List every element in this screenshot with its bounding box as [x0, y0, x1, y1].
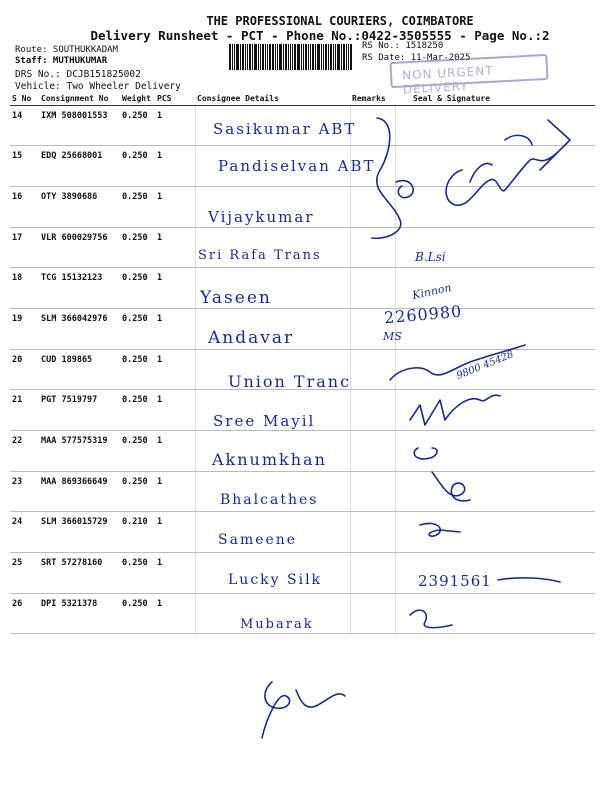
remarks-cell: [350, 349, 395, 390]
handwritten-note: Kinnon: [411, 281, 453, 302]
weight-cell: 0.250: [120, 268, 155, 309]
weight-cell: 0.250: [120, 553, 155, 594]
handwritten-name: Lucky Silk: [228, 572, 323, 588]
consignment-cell: OTY 3890686: [39, 186, 120, 227]
pcs-cell: 1: [155, 146, 195, 187]
handwritten-name: Andavar: [208, 328, 295, 348]
table-row: [10, 308, 595, 349]
signature-cell: [395, 431, 595, 472]
pcs-cell: 1: [155, 308, 195, 349]
weight-cell: 0.210: [120, 512, 155, 553]
weight-cell: 0.250: [120, 471, 155, 512]
remarks-cell: [350, 553, 395, 594]
pcs-cell: 1: [155, 186, 195, 227]
weight-cell: 0.250: [120, 227, 155, 268]
consignment-cell: SRT 57278160: [39, 553, 120, 594]
sno-cell: 21: [10, 390, 39, 431]
remarks-cell: [350, 390, 395, 431]
weight-cell: 0.250: [120, 186, 155, 227]
pcs-cell: 1: [155, 593, 195, 634]
pcs-cell: 1: [155, 471, 195, 512]
pcs-cell: 1: [155, 349, 195, 390]
sno-cell: 23: [10, 471, 39, 512]
col-pcs: PCS: [155, 92, 195, 105]
sno-cell: 25: [10, 553, 39, 594]
weight-cell: 0.250: [120, 390, 155, 431]
handwritten-note: B.Lsi: [415, 250, 446, 264]
vehicle-label: Vehicle: Two Wheeler Delivery: [15, 81, 181, 92]
pcs-cell: 1: [155, 553, 195, 594]
handwritten-note: 2391561: [418, 572, 492, 590]
remarks-cell: [350, 227, 395, 268]
remarks-cell: [350, 471, 395, 512]
handwritten-name: Sasikumar ABT: [213, 120, 357, 138]
weight-cell: 0.250: [120, 431, 155, 472]
remarks-cell: [350, 512, 395, 553]
table-header-row: [10, 92, 595, 105]
weight-cell: 0.250: [120, 593, 155, 634]
col-weight: Weight: [120, 92, 155, 105]
non-urgent-stamp: NON URGENT DELIVERY: [389, 54, 548, 88]
barcode-icon: [229, 44, 359, 70]
consignment-cell: SLM 366042976: [39, 308, 120, 349]
consignment-cell: DPI 5321378: [39, 593, 120, 634]
sno-cell: 20: [10, 349, 39, 390]
weight-cell: 0.250: [120, 105, 155, 146]
pcs-cell: 1: [155, 227, 195, 268]
weight-cell: 0.250: [120, 308, 155, 349]
col-remarks: Remarks: [350, 92, 395, 105]
consignment-cell: EDQ 25668001: [39, 146, 120, 187]
handwritten-note: 2260980: [383, 301, 463, 328]
remarks-cell: [350, 593, 395, 634]
handwritten-name: Yaseen: [200, 288, 272, 308]
drs-number: DRS No.: DCJB151825002: [15, 69, 141, 80]
handwritten-name: Vijaykumar: [208, 208, 315, 226]
handwritten-name: Sree Mayil: [213, 412, 316, 430]
table-row: [10, 512, 595, 553]
col-seal-signature: Seal & Signature: [395, 92, 595, 105]
consignment-cell: PGT 7519797: [39, 390, 120, 431]
rs-number: RS No.: 1518250: [362, 41, 444, 51]
signature-cell: [395, 512, 595, 553]
weight-cell: 0.250: [120, 349, 155, 390]
table-row: [10, 268, 595, 309]
handwritten-name: Mubarak: [240, 617, 314, 632]
pcs-cell: 1: [155, 512, 195, 553]
handwritten-name: Aknumkhan: [212, 450, 327, 469]
handwritten-note: 9800 45428: [455, 349, 516, 382]
remarks-cell: [350, 105, 395, 146]
signature-cell: [395, 186, 595, 227]
remarks-cell: [350, 431, 395, 472]
route-label: Route: SOUTHUKKADAM: [15, 45, 118, 55]
handwritten-name: Bhalcathes: [220, 492, 319, 508]
col-consignment: Consignment No: [39, 92, 120, 105]
weight-cell: 0.250: [120, 146, 155, 187]
handwritten-name: Union Tranc: [228, 372, 352, 391]
sno-cell: 22: [10, 431, 39, 472]
col-consignee: Consignee Details: [195, 92, 350, 105]
company-title: THE PROFESSIONAL COURIERS, COIMBATORE: [206, 14, 474, 28]
handwritten-name: Sameene: [218, 532, 298, 548]
sno-cell: 19: [10, 308, 39, 349]
signature-cell: [395, 593, 595, 634]
consignment-cell: TCG 15132123: [39, 268, 120, 309]
remarks-cell: [350, 186, 395, 227]
consignment-cell: IXM 508001553: [39, 105, 120, 146]
sno-cell: 17: [10, 227, 39, 268]
col-sno: S No: [10, 92, 39, 105]
sno-cell: 15: [10, 146, 39, 187]
staff-label: Staff: MUTHUKUMAR: [15, 56, 108, 66]
pcs-cell: 1: [155, 390, 195, 431]
signature-cell: [395, 105, 595, 146]
pcs-cell: 1: [155, 105, 195, 146]
handwritten-name: Sri Rafa Trans: [198, 248, 322, 263]
sno-cell: 16: [10, 186, 39, 227]
sno-cell: 18: [10, 268, 39, 309]
sno-cell: 24: [10, 512, 39, 553]
runsheet-title: Delivery Runsheet - PCT - Phone No.:0422-3505555 - Page No.:2: [90, 28, 550, 43]
rs-date: RS Date: 11-Mar-2025: [362, 53, 471, 63]
consignment-cell: SLM 366015729: [39, 512, 120, 553]
consignment-cell: CUD 189865: [39, 349, 120, 390]
consignment-cell: MAA 869366649: [39, 471, 120, 512]
remarks-cell: [350, 268, 395, 309]
sno-cell: 26: [10, 593, 39, 634]
pcs-cell: 1: [155, 268, 195, 309]
signature-cell: [395, 471, 595, 512]
pcs-cell: 1: [155, 431, 195, 472]
signature-cell: [395, 390, 595, 431]
sno-cell: 14: [10, 105, 39, 146]
consignment-cell: MAA 577575319: [39, 431, 120, 472]
handwritten-note: MS: [383, 330, 402, 343]
signature-cell: [395, 146, 595, 187]
handwritten-name: Pandiselvan ABT: [218, 157, 376, 175]
consignment-cell: VLR 600029756: [39, 227, 120, 268]
